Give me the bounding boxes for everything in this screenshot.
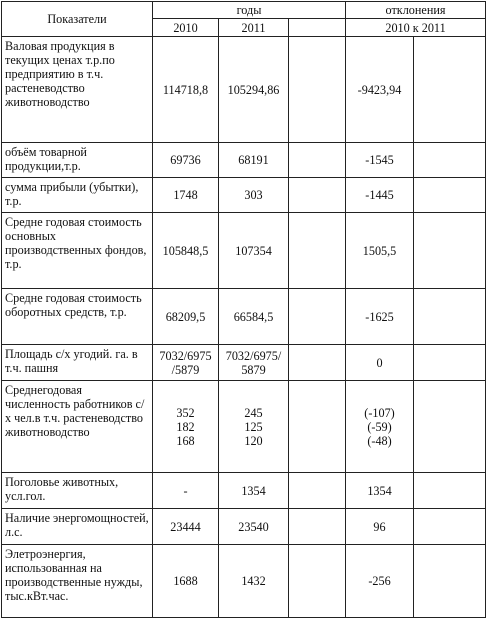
header-row-1 [2, 2, 486, 19]
value-2011: 23540 [219, 509, 289, 545]
row-label: объём товарной продукции,т.р. [2, 143, 153, 178]
value-2011 [219, 345, 289, 381]
deviation-value [346, 381, 414, 473]
value-2011: 303 [219, 178, 289, 213]
value-line: 120 [244, 433, 263, 448]
value-2010: 69736 [153, 143, 219, 178]
empty-cell [289, 213, 346, 289]
deviation-value: -9423,94 [346, 37, 414, 143]
empty-cell [289, 509, 346, 545]
value-2011: 66584,5 [219, 289, 289, 345]
value-2010: 1748 [153, 178, 219, 213]
empty-cell [414, 509, 486, 545]
value-2010: 1688 [153, 545, 219, 618]
value-line: (-107) [364, 405, 395, 420]
empty-cell [289, 381, 346, 473]
table-row [2, 289, 486, 345]
deviation-value: 1505,5 [346, 213, 414, 289]
header-year-2010: 2010 [153, 19, 219, 37]
empty-cell [289, 178, 346, 213]
value-line: 5879 [241, 362, 266, 377]
table-row [2, 345, 486, 381]
row-label: Валовая продукция в текущих ценах т.р.по предприятию в т.ч. растеневодство животноводство [2, 37, 153, 143]
table-row [2, 37, 486, 143]
value-2011: 68191 [219, 143, 289, 178]
row-label: Средне годовая стоимость оборотных средств, т.р. [2, 289, 153, 345]
empty-cell [414, 473, 486, 509]
row-label: Среднегодовая численность работников с/х чел.в т.ч. растеневодство животноводство [2, 381, 153, 473]
value-line: /5879 [171, 362, 200, 377]
value-2010 [153, 381, 219, 473]
header-change-2010-2011: 2010 к 2011 [346, 19, 486, 37]
empty-cell [414, 213, 486, 289]
value-line: 7032/6975/ [225, 348, 282, 363]
deviation-value: -256 [346, 545, 414, 618]
empty-cell [414, 143, 486, 178]
empty-cell [414, 545, 486, 618]
header-deviations: отклонения [346, 2, 486, 19]
value-2010: 114718,8 [153, 37, 219, 143]
deviation-value: 1354 [346, 473, 414, 509]
row-label: Средне годовая стоимость основных производственных фондов, т.р. [2, 213, 153, 289]
value-line: 168 [176, 433, 195, 448]
value-2011: 105294,86 [219, 37, 289, 143]
empty-cell [414, 381, 486, 473]
row-label: Наличие энергомощностей, л.с. [2, 509, 153, 545]
row-label: Площадь с/х угодий. га. в т.ч. пашня [2, 345, 153, 381]
value-line: 352 [176, 405, 195, 420]
header-empty-cell [289, 19, 346, 37]
value-line: (-48) [367, 433, 392, 448]
value-2010: - [153, 473, 219, 509]
header-indicators: Показатели [2, 2, 153, 37]
value-2011: 1432 [219, 545, 289, 618]
value-2011 [219, 381, 289, 473]
table-row [2, 545, 486, 618]
table-row [2, 213, 486, 289]
value-2010: 105848,5 [153, 213, 219, 289]
indicators-table [1, 1, 486, 618]
value-line: 125 [244, 419, 263, 434]
empty-cell [414, 178, 486, 213]
value-line: 245 [244, 405, 263, 420]
value-2010: 68209,5 [153, 289, 219, 345]
deviation-value: -1445 [346, 178, 414, 213]
row-label: Элетроэнергия, использованная на производственные нужды, тыс.кВт.час. [2, 545, 153, 618]
row-label: Поголовье животных, усл.гол. [2, 473, 153, 509]
empty-cell [289, 289, 346, 345]
empty-cell [414, 37, 486, 143]
deviation-value: -1625 [346, 289, 414, 345]
empty-cell [289, 473, 346, 509]
value-line: (-59) [367, 419, 392, 434]
empty-cell [414, 345, 486, 381]
value-2011: 107354 [219, 213, 289, 289]
table-row [2, 509, 486, 545]
empty-cell [289, 345, 346, 381]
table-row [2, 143, 486, 178]
row-label: сумма прибыли (убытки), т.р. [2, 178, 153, 213]
table-row [2, 178, 486, 213]
table-row [2, 381, 486, 473]
header-year-2011: 2011 [219, 19, 289, 37]
deviation-value: 0 [346, 345, 414, 381]
value-2011: 1354 [219, 473, 289, 509]
empty-cell [289, 37, 346, 143]
table-row [2, 473, 486, 509]
empty-cell [414, 289, 486, 345]
header-years: годы [153, 2, 346, 19]
deviation-value: -1545 [346, 143, 414, 178]
deviation-value: 96 [346, 509, 414, 545]
empty-cell [289, 143, 346, 178]
value-line: 182 [176, 419, 195, 434]
empty-cell [289, 545, 346, 618]
value-line: 7032/6975 [159, 348, 212, 363]
value-2010: 23444 [153, 509, 219, 545]
value-2010 [153, 345, 219, 381]
